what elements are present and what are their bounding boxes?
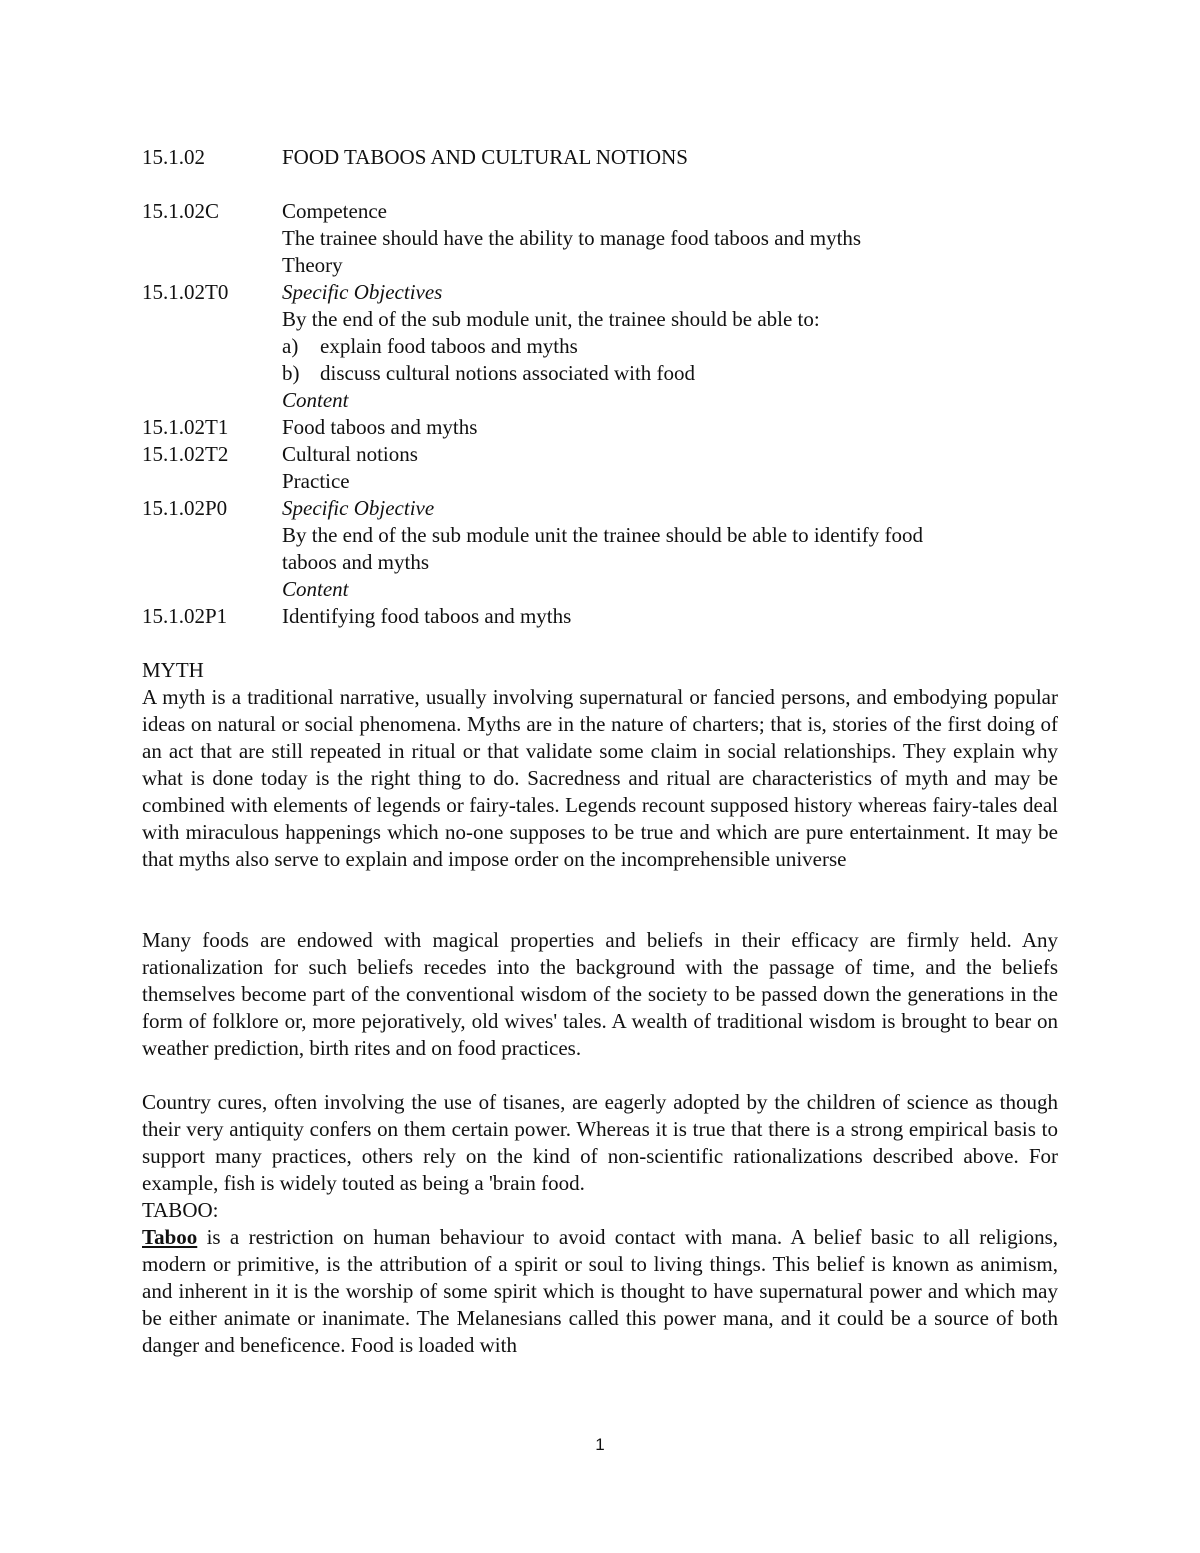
taboo-paragraph-1 — [142, 1224, 1058, 1359]
myth-heading: MYTH — [142, 658, 204, 682]
p0-label: Specific Objective — [282, 496, 435, 520]
p0-text-line2: taboos and myths — [282, 550, 429, 574]
taboo-heading: TABOO: — [142, 1198, 219, 1222]
p1-code: 15.1.02P1 — [142, 604, 228, 628]
taboo-term: Taboo — [142, 1225, 198, 1249]
taboo-paragraph-text: is a restriction on human behaviour to avoid contact with mana. A belief basic to all religions, modern or primitive, is the attribution of a spirit or soul to living things. This belief is known as animism, and inherent in it is the worship of some spirit which is thought to have supernatural power and which may be either animate or inanimate. The Melanesians called this power mana, and it could be a source of both danger and beneficence. Food is loaded with — [142, 1225, 1058, 1357]
p0-text-line1: By the end of the sub module unit the trainee should be able to identify food — [282, 523, 923, 547]
section-code: 15.1.02 — [142, 145, 205, 169]
t0-code: 15.1.02T0 — [142, 280, 229, 304]
t0-label: Specific Objectives — [282, 280, 443, 304]
p0-code: 15.1.02P0 — [142, 496, 228, 520]
myth-paragraph-1: A myth is a traditional narrative, usually involving supernatural or fancied persons, and embodying popular ideas on natural or social phenomena. Myths are in the nature of charters; that is, stories of the first doing of an act that are still repeated in ritual or that validate some claim in social relationships. They explain why what is done today is the right thing to do. Sacredness and ritual are characteristics of myth and may be combined with elements of legends or fairy-tales. Legends recount supposed history whereas fairy-tales deal with miraculous happenings which no-one supposes to be true and which are pure entertainment. It may be that myths also serve to explain and impose order on the incomprehensible universe — [142, 685, 1058, 871]
page-number: 1 — [595, 1435, 605, 1454]
myth-paragraph-2: Many foods are endowed with magical properties and beliefs in their efficacy are firmly held. Any rationalization for such beliefs recedes into the background with the passage of time, and the beliefs themselves become part of the conventional wisdom of the society to be passed down the generations in the form of folklore or, more pejoratively, old wives' tales. A wealth of traditional wisdom is brought to bear on weather prediction, birth rites and on food practices. — [142, 928, 1058, 1060]
t2-text: Cultural notions — [282, 442, 418, 466]
list-item-text: discuss cultural notions associated with food — [320, 361, 696, 385]
t1-code: 15.1.02T1 — [142, 415, 229, 439]
competence-text: The trainee should have the ability to manage food taboos and myths — [282, 226, 862, 250]
theory-label: Theory — [282, 253, 343, 277]
list-letter: b) — [282, 361, 300, 385]
list-letter: a) — [282, 334, 299, 358]
p1-text: Identifying food taboos and myths — [282, 604, 572, 628]
content-label: Content — [282, 388, 349, 412]
t1-text: Food taboos and myths — [282, 415, 478, 439]
section-heading — [142, 144, 746, 171]
t2-code: 15.1.02T2 — [142, 442, 229, 466]
competence-code: 15.1.02C — [142, 199, 220, 223]
t0-intro: By the end of the sub module unit, the trainee should be able to: — [282, 307, 820, 331]
competence-label: Competence — [282, 199, 387, 223]
practice-label: Practice — [282, 469, 350, 493]
myth-paragraph-3: Country cures, often involving the use of tisanes, are eagerly adopted by the children of science as though their very antiquity confers on them certain power. Whereas it is true that there is a strong empirical basis to support many practices, others rely on the kind of non-scientific rationalizations described above. For example, fish is widely touted as being a 'brain food. — [142, 1090, 1058, 1195]
p-content-label: Content — [282, 577, 349, 601]
list-item-text: explain food taboos and myths — [320, 334, 578, 358]
section-title: FOOD TABOOS AND CULTURAL NOTIONS — [282, 145, 688, 169]
